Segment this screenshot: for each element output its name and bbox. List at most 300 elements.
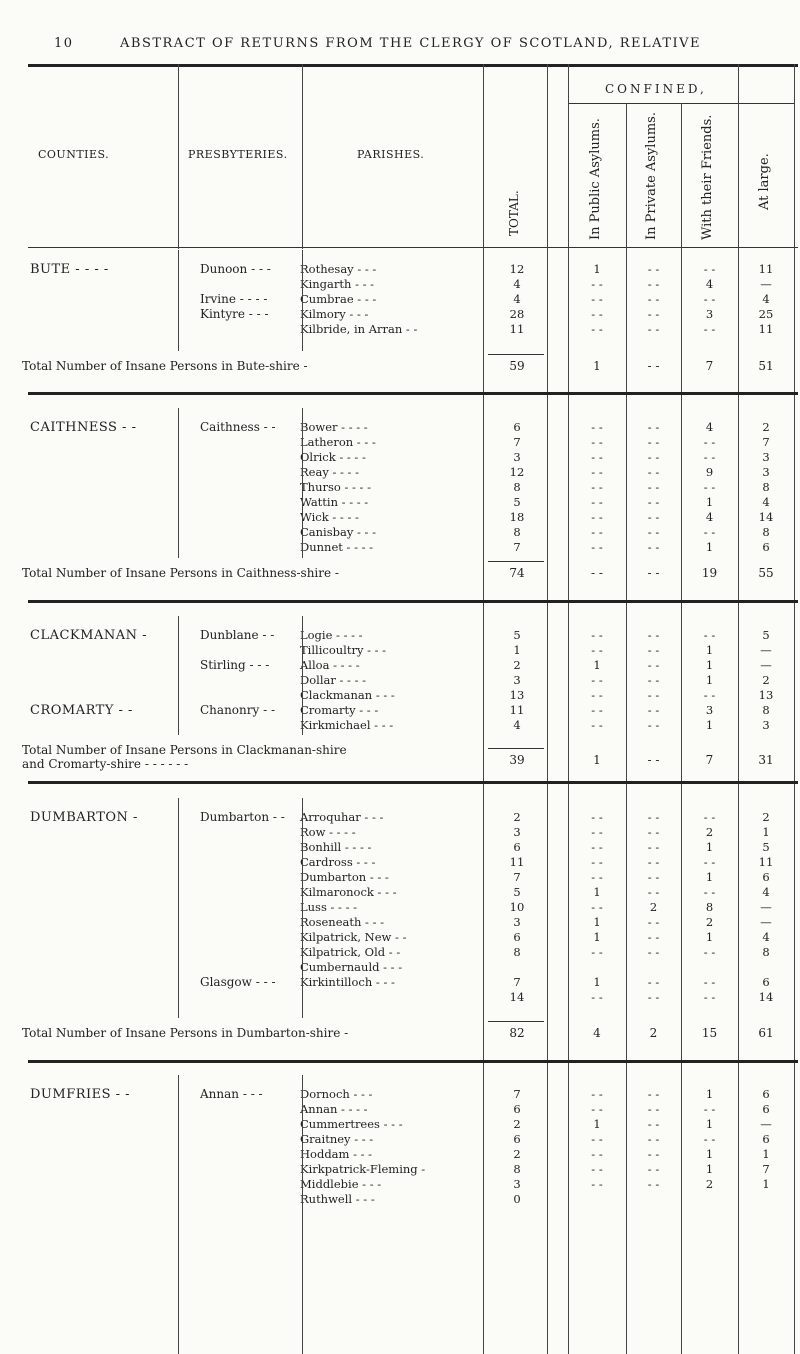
table-cell: - -	[647, 810, 660, 824]
table-cell	[740, 960, 792, 975]
presbytery-label: Chanonry - -	[200, 703, 275, 717]
parish-name: Rothesay - - -	[300, 262, 377, 276]
section-rule	[28, 600, 798, 603]
private-column	[628, 628, 679, 733]
table-cell: 8	[762, 525, 770, 539]
table-cell: 9	[705, 465, 714, 479]
table-cell: 4	[762, 930, 770, 944]
table-cell: 1	[705, 1162, 714, 1176]
table-cell: 1	[705, 673, 714, 687]
table-cell: 28	[509, 307, 525, 321]
parish-name: Cumbernauld - - -	[300, 960, 403, 974]
counties-header: COUNTIES.	[38, 148, 110, 161]
table-cell: 8	[513, 945, 521, 959]
presbytery-label: Irvine - - - -	[200, 292, 268, 306]
parish-name: Cummertrees - - -	[300, 1117, 403, 1131]
col-rule	[302, 1075, 303, 1354]
table-cell: 1	[762, 1147, 770, 1161]
table-cell: - -	[703, 1102, 716, 1116]
total-private: - -	[647, 359, 660, 373]
parish-name: Alloa - - - -	[300, 658, 360, 672]
section-rule	[28, 781, 798, 784]
table-cell: - -	[591, 435, 603, 449]
table-cell: 1	[593, 975, 601, 989]
table-cell: 8	[513, 1162, 521, 1176]
table-cell: - -	[591, 643, 603, 657]
table-cell	[683, 960, 736, 975]
table-cell: 1	[593, 1117, 601, 1131]
table-cell: 8	[513, 525, 521, 539]
table-cell: 1	[705, 930, 714, 944]
table-cell: - -	[591, 1102, 603, 1116]
private-column	[628, 1087, 679, 1207]
table-cell: 1	[705, 1117, 714, 1131]
friends-column	[683, 420, 736, 555]
table-cell: 3	[513, 673, 521, 687]
table-cell: - -	[647, 465, 660, 479]
total-column	[490, 1087, 544, 1207]
table-cell: - -	[647, 322, 660, 336]
table-cell: - -	[647, 975, 660, 989]
at_large-column	[740, 628, 792, 733]
table-cell: - -	[591, 990, 603, 1004]
table-cell: 11	[758, 855, 774, 869]
parish-name: Hoddam - - -	[300, 1147, 373, 1161]
table-cell: 0	[513, 1192, 521, 1206]
total-public: 1	[593, 359, 601, 373]
table-cell: - -	[591, 277, 603, 291]
parish-name: Thurso - - - -	[300, 480, 371, 494]
table-cell: - -	[647, 450, 660, 464]
total-header: TOTAL.	[507, 190, 521, 236]
table-cell: 2	[649, 900, 658, 914]
table-cell: - -	[703, 810, 716, 824]
table-cell: - -	[647, 855, 660, 869]
table-cell: 25	[758, 307, 774, 321]
col-rule	[738, 64, 739, 1354]
county-label: DUMFRIES - -	[30, 1087, 131, 1102]
total-friends: 7	[705, 359, 714, 373]
table-cell: - -	[647, 945, 660, 959]
col-rule	[794, 64, 795, 1354]
presbytery-label: Kintyre - - -	[200, 307, 269, 321]
total-underline	[488, 354, 544, 355]
col-rule	[483, 64, 484, 1354]
county-label: CAITHNESS - -	[30, 420, 137, 435]
parish-name: Arroquhar - - -	[300, 810, 384, 824]
parish-name: Kirkpatrick-Fleming -	[300, 1162, 426, 1176]
table-cell: - -	[591, 718, 603, 732]
table-cell: 7	[513, 540, 521, 554]
table-cell: - -	[703, 885, 716, 899]
table-cell: - -	[591, 465, 603, 479]
friends-column	[683, 262, 736, 337]
table-cell: 2	[762, 673, 770, 687]
table-cell: - -	[647, 480, 660, 494]
table-cell: 14	[758, 510, 774, 524]
table-cell: 13	[758, 688, 774, 702]
table-cell: - -	[647, 930, 660, 944]
table-cell: - -	[591, 480, 603, 494]
col-rule	[626, 103, 627, 1354]
table-cell: 5	[762, 628, 770, 642]
total-total: 59	[509, 359, 525, 373]
table-cell: 2	[762, 420, 770, 434]
presbytery-label: Dunoon - - -	[200, 262, 271, 276]
table-cell: 7	[762, 1162, 770, 1176]
parish-name: Canisbay - - -	[300, 525, 376, 539]
at_large-column	[740, 1087, 792, 1207]
parish-list	[300, 628, 395, 733]
county-label: BUTE - - - -	[30, 262, 109, 277]
table-cell: - -	[647, 1117, 660, 1131]
parish-name: Row - - - -	[300, 825, 356, 839]
table-cell: 2	[705, 915, 714, 929]
table-cell: 3	[513, 915, 521, 929]
table-cell	[628, 1192, 679, 1207]
table-cell: 4	[705, 510, 714, 524]
table-cell: 14	[509, 990, 525, 1004]
table-cell	[570, 1192, 624, 1207]
table-cell: 8	[762, 945, 770, 959]
table-cell: - -	[591, 510, 603, 524]
table-cell: - -	[647, 277, 660, 291]
table-cell: - -	[591, 525, 603, 539]
table-cell: 1	[593, 658, 601, 672]
table-cell: 6	[762, 540, 770, 554]
total-total: 39	[509, 753, 525, 767]
parish-name: Luss - - - -	[300, 900, 358, 914]
parish-name: Roseneath - - -	[300, 915, 385, 929]
table-cell: - -	[647, 1087, 660, 1101]
table-cell: 7	[513, 435, 521, 449]
table-cell: - -	[647, 495, 660, 509]
table-cell: - -	[591, 628, 603, 642]
table-cell: 1	[593, 885, 601, 899]
table-cell: 7	[513, 870, 521, 884]
parish-name: Dunnet - - - -	[300, 540, 374, 554]
table-cell: 1	[705, 658, 714, 672]
table-cell: 1	[593, 930, 601, 944]
table-cell: 1	[705, 495, 714, 509]
table-cell: - -	[647, 688, 660, 702]
table-cell: - -	[647, 628, 660, 642]
parishes-header: PARISHES.	[357, 148, 425, 161]
table-cell: 5	[513, 628, 521, 642]
table-cell: - -	[591, 825, 603, 839]
total-underline	[488, 748, 544, 749]
table-cell: 3	[513, 1177, 521, 1191]
col-rule	[178, 408, 179, 558]
private-column	[628, 420, 679, 555]
page-title: ABSTRACT OF RETURNS FROM THE CLERGY OF SCOTLAND, RELATIVE	[120, 36, 702, 51]
table-cell: 6	[513, 930, 521, 944]
public-header: In Public Asylums.	[588, 118, 603, 240]
section-rule	[28, 392, 798, 395]
parish-name: Cumbrae - - -	[300, 292, 377, 306]
table-cell: 7	[513, 1087, 521, 1101]
parish-name: Dumbarton - - -	[300, 870, 389, 884]
table-cell: - -	[703, 480, 716, 494]
table-cell: - -	[591, 945, 603, 959]
table-cell: - -	[647, 1102, 660, 1116]
table-cell: - -	[647, 435, 660, 449]
table-cell: - -	[647, 990, 660, 1004]
table-cell: - -	[647, 540, 660, 554]
page-number: 10	[54, 36, 74, 51]
table-cell: 4	[762, 885, 770, 899]
confined-header: CONFINED,	[605, 82, 707, 96]
table-cell: 6	[762, 1132, 770, 1146]
table-cell: 1	[705, 870, 714, 884]
total-label: Total Number of Insane Persons in Caithness-shire -	[22, 566, 339, 580]
table-cell: - -	[703, 688, 716, 702]
table-cell: 13	[509, 688, 525, 702]
table-cell: - -	[591, 1087, 603, 1101]
total-label: and Cromarty-shire - - - - - -	[22, 757, 189, 771]
public-column	[570, 1087, 624, 1207]
table-cell: 6	[762, 1102, 770, 1116]
table-cell: - -	[591, 1177, 603, 1191]
table-cell: 1	[593, 262, 601, 276]
table-cell: - -	[591, 1147, 603, 1161]
public-column	[570, 628, 624, 733]
parish-name: Wick - - - -	[300, 510, 359, 524]
table-cell: - -	[647, 915, 660, 929]
table-cell	[490, 960, 544, 975]
total-private: - -	[647, 566, 660, 580]
table-cell: 2	[513, 1147, 521, 1161]
total-private: 2	[649, 1026, 658, 1040]
private-column	[628, 262, 679, 337]
table-cell: - -	[647, 643, 660, 657]
table-cell: - -	[591, 673, 603, 687]
table-cell: - -	[703, 855, 716, 869]
table-cell: - -	[591, 810, 603, 824]
table-cell: 3	[762, 450, 770, 464]
parish-name: Logie - - - -	[300, 628, 363, 642]
total-at_large: 61	[758, 1026, 774, 1040]
table-cell: 6	[762, 1087, 770, 1101]
table-cell: - -	[591, 495, 603, 509]
table-cell: 7	[513, 975, 521, 989]
table-cell: —	[760, 658, 772, 672]
table-cell: - -	[647, 262, 660, 276]
parish-name: Bonhill - - - -	[300, 840, 372, 854]
total-at_large: 31	[758, 753, 774, 767]
table-cell: - -	[703, 1132, 716, 1146]
table-cell: 3	[705, 307, 714, 321]
parish-name: Kilmaronock - - -	[300, 885, 397, 899]
table-cell: - -	[703, 628, 716, 642]
total-friends: 19	[701, 566, 718, 580]
section-rule	[28, 1060, 798, 1063]
table-cell: - -	[591, 1162, 603, 1176]
table-cell: 11	[509, 703, 525, 717]
table-cell: - -	[703, 262, 716, 276]
table-cell: - -	[647, 673, 660, 687]
table-cell: - -	[647, 525, 660, 539]
table-cell: 1	[705, 643, 714, 657]
county-label: DUMBARTON -	[30, 810, 138, 825]
table-cell: 3	[705, 703, 714, 717]
table-cell: 2	[513, 810, 521, 824]
presbytery-label: Dumbarton - -	[200, 810, 285, 824]
table-cell: 1	[593, 915, 601, 929]
table-cell	[683, 1192, 736, 1207]
private-column	[628, 810, 679, 1005]
parish-name: Kirkmichael - - -	[300, 718, 394, 732]
table-cell: - -	[591, 688, 603, 702]
parish-name: Tillicoultry - - -	[300, 643, 387, 657]
table-cell: 3	[513, 450, 521, 464]
col-rule	[178, 1075, 179, 1354]
table-cell: - -	[647, 1177, 660, 1191]
table-cell: 4	[762, 292, 770, 306]
table-cell: 6	[513, 840, 521, 854]
table-cell: - -	[703, 450, 716, 464]
parish-name: Wattin - - - -	[300, 495, 369, 509]
table-cell: - -	[703, 435, 716, 449]
table-cell: - -	[591, 703, 603, 717]
table-cell: - -	[703, 990, 716, 1004]
table-cell: 7	[762, 435, 770, 449]
col-rule	[302, 798, 303, 1018]
parish-name: Dollar - - - -	[300, 673, 367, 687]
table-cell: 1	[705, 840, 714, 854]
table-cell: 4	[513, 277, 521, 291]
table-cell: 11	[758, 322, 774, 336]
at_large-column	[740, 262, 792, 337]
table-cell: - -	[591, 322, 603, 336]
total-total: 74	[509, 566, 525, 580]
total-public: 4	[593, 1026, 601, 1040]
table-cell: - -	[703, 945, 716, 959]
parish-name: Clackmanan - - -	[300, 688, 395, 702]
table-cell: - -	[647, 658, 660, 672]
parish-name: Cromarty - - -	[300, 703, 379, 717]
table-cell: 5	[513, 885, 521, 899]
total-public: 1	[593, 753, 601, 767]
friends-column	[683, 628, 736, 733]
parish-name: Annan - - - -	[300, 1102, 368, 1116]
total-friends: 7	[705, 753, 714, 767]
table-cell: 4	[705, 420, 714, 434]
col-rule	[302, 408, 303, 558]
parish-name: Ruthwell - - -	[300, 1192, 375, 1206]
table-cell: 3	[513, 825, 521, 839]
table-cell: 4	[513, 292, 521, 306]
col-rule	[302, 250, 303, 351]
table-cell: - -	[647, 870, 660, 884]
table-cell: - -	[647, 307, 660, 321]
presbytery-label: Caithness - -	[200, 420, 276, 434]
table-cell: 4	[762, 495, 770, 509]
total-public: - -	[591, 566, 603, 580]
friends-column	[683, 810, 736, 1005]
public-column	[570, 420, 624, 555]
table-cell: 5	[762, 840, 770, 854]
col-rule	[302, 64, 303, 249]
total-label: Total Number of Insane Persons in Dumbarton-shire -	[22, 1026, 349, 1040]
friends-column	[683, 1087, 736, 1207]
col-rule	[178, 616, 179, 735]
table-cell: 4	[705, 277, 714, 291]
total-column	[490, 420, 544, 555]
table-cell: - -	[647, 840, 660, 854]
table-cell: 6	[513, 1102, 521, 1116]
page-header	[0, 36, 800, 56]
table-cell: 2	[513, 1117, 521, 1131]
table-cell: 1	[705, 1147, 714, 1161]
table-cell	[628, 960, 679, 975]
table-cell	[570, 960, 624, 975]
top-rule	[28, 64, 798, 67]
table-cell: - -	[703, 322, 716, 336]
parish-name: Dornoch - - -	[300, 1087, 373, 1101]
col-rule	[302, 616, 303, 735]
table-cell: 1	[513, 643, 521, 657]
parish-list	[300, 1087, 425, 1207]
table-cell: —	[760, 277, 772, 291]
total-column	[490, 810, 544, 1005]
table-cell: 8	[762, 703, 770, 717]
at-large-header: At large.	[757, 153, 772, 210]
table-cell: - -	[591, 292, 603, 306]
at_large-column	[740, 810, 792, 1005]
table-cell: 3	[762, 718, 770, 732]
table-cell: 18	[509, 510, 525, 524]
county-label: CROMARTY - -	[30, 703, 133, 718]
table-cell: 8	[762, 480, 770, 494]
col-rule	[178, 250, 179, 351]
table-cell: - -	[591, 1132, 603, 1146]
table-cell: - -	[591, 540, 603, 554]
total-at_large: 51	[758, 359, 774, 373]
parish-list	[300, 262, 417, 337]
total-column	[490, 262, 544, 337]
table-cell: —	[760, 900, 772, 914]
table-cell: - -	[703, 292, 716, 306]
table-cell: - -	[647, 292, 660, 306]
table-cell: 5	[513, 495, 521, 509]
public-column	[570, 262, 624, 337]
total-friends: 15	[701, 1026, 718, 1040]
table-cell: - -	[647, 703, 660, 717]
table-cell: 11	[758, 262, 774, 276]
table-cell: 4	[513, 718, 521, 732]
table-cell: 2	[762, 810, 770, 824]
at_large-column	[740, 420, 792, 555]
parish-list	[300, 420, 376, 555]
table-cell: - -	[591, 900, 603, 914]
table-cell: —	[760, 915, 772, 929]
friends-header: With their Friends.	[700, 114, 715, 240]
public-column	[570, 810, 624, 1005]
total-underline	[488, 1021, 544, 1022]
table-cell: 14	[758, 990, 774, 1004]
presbytery-label: Dunblane - -	[200, 628, 275, 642]
total-label: Total Number of Insane Persons in Bute-shire -	[22, 359, 308, 373]
table-cell: 2	[705, 825, 714, 839]
parish-list	[300, 810, 406, 990]
table-cell: - -	[647, 510, 660, 524]
parish-name: Reay - - - -	[300, 465, 359, 479]
table-cell: —	[760, 643, 772, 657]
table-cell: 6	[762, 870, 770, 884]
table-cell: 1	[762, 1177, 770, 1191]
col-rule	[178, 64, 179, 249]
